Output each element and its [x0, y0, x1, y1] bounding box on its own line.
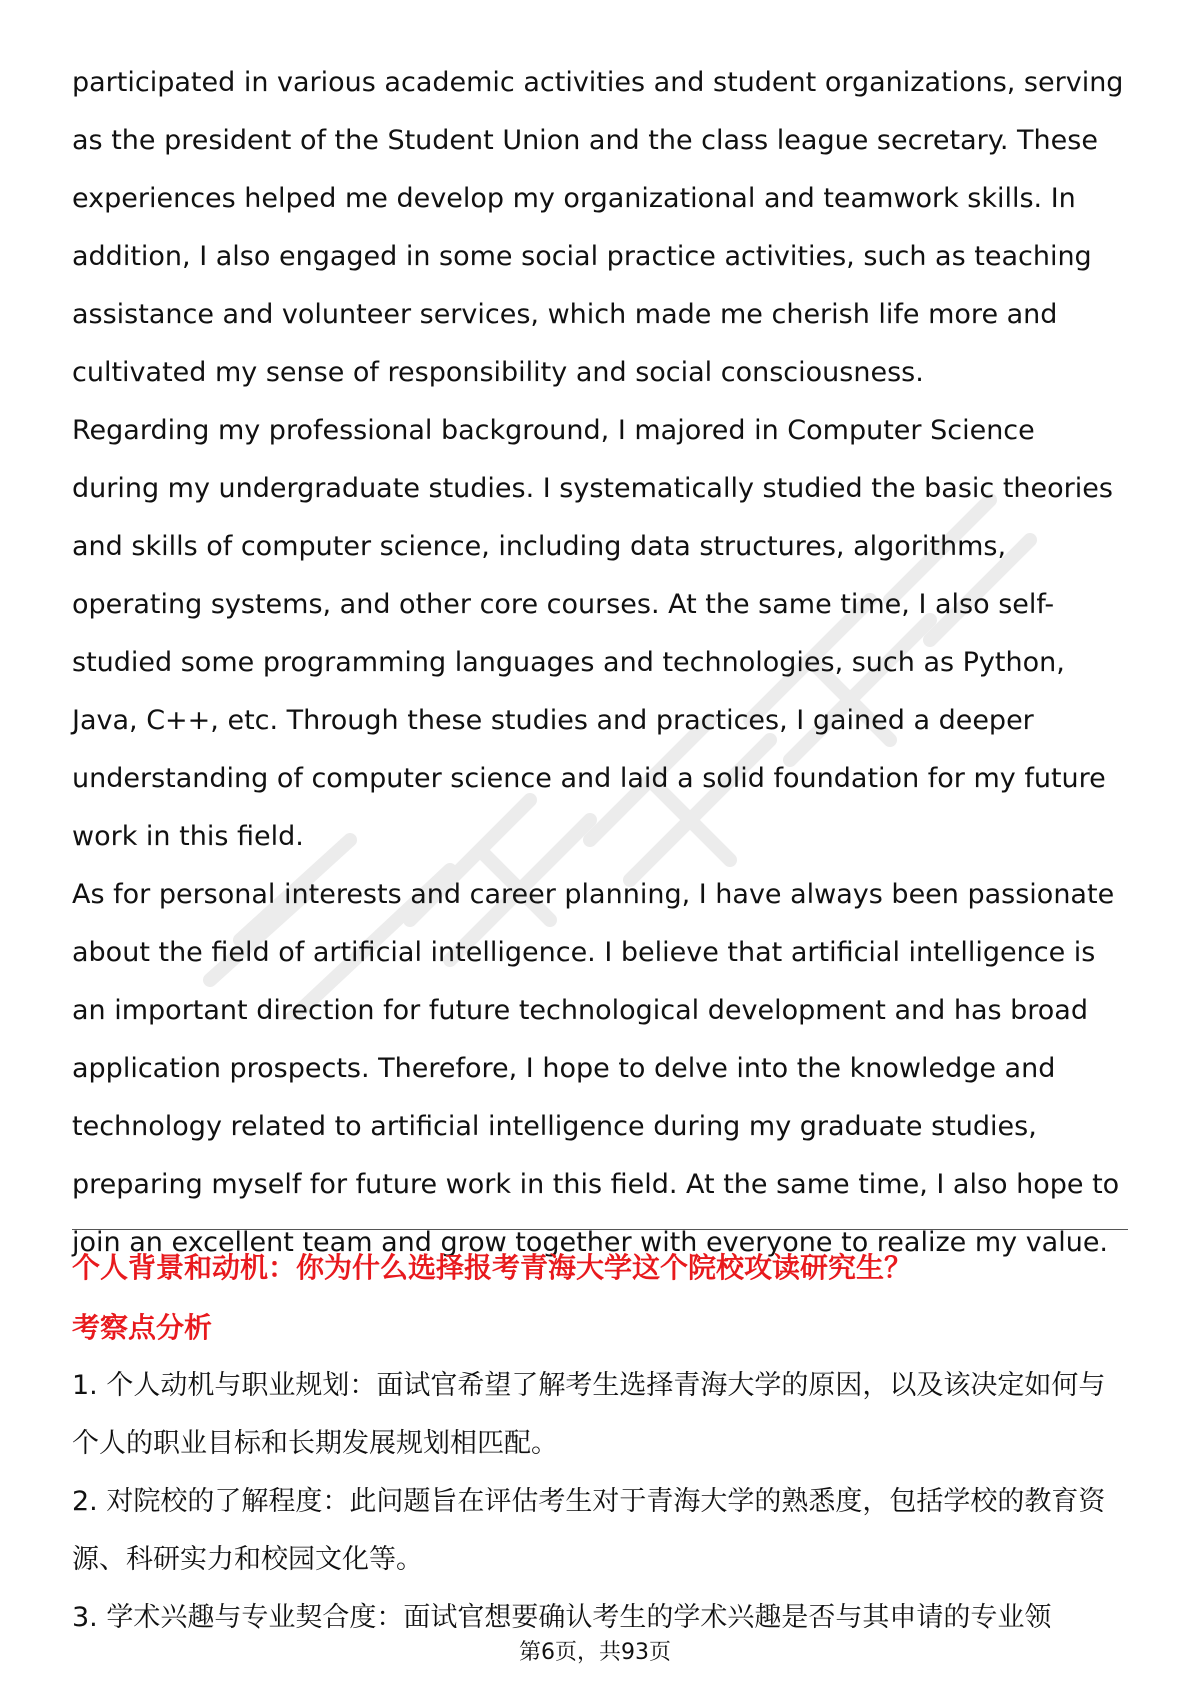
- analysis-list: [72, 1357, 1128, 1647]
- section-divider: [72, 1229, 1128, 1230]
- analysis-item: 2. 对院校的了解程度：此问题旨在评估考生对于青海大学的熟悉度，包括学校的教育资源、科研实力和校园文化等。: [72, 1486, 1106, 1575]
- analysis-item: 1. 个人动机与职业规划：面试官希望了解考生选择青海大学的原因，以及该决定如何与个人的职业目标和长期发展规划相匹配。: [72, 1370, 1106, 1459]
- paragraph-career-planning: As for personal interests and career planning, I have always been passionate about the field of artificial intelligence. I believe that artificial intelligence is an important direction for future technological development and has broad application prospects. Therefore, I hope to delve into the knowledge and technology related to artificial intelligence during my graduate studies, preparing myself for future work in this field. At the same time, I also hope to join an excellent team and grow together with everyone to realize my value.: [72, 879, 1120, 1258]
- page-number-footer: 第6页，共93页: [519, 1640, 671, 1665]
- question-heading: 个人背景和动机：你为什么选择报考青海大学这个院校攻读研究生？: [72, 1251, 913, 1284]
- analysis-item: 3. 学术兴趣与专业契合度：面试官想要确认考生的学术兴趣是否与其申请的专业领: [72, 1602, 1052, 1633]
- body-text: [72, 54, 1128, 1272]
- paragraph-activities: participated in various academic activities and student organizations, serving as the president of the Student Union and the class league secretary. These experiences helped me develop my organizational and teamwork skills. In addition, I also engaged in some social practice activities, such as teaching assistance and volunteer services, which made me cherish life more and cultivated my sense of responsibility and social consciousness.: [72, 67, 1124, 388]
- paragraph-professional-background: Regarding my professional background, I majored in Computer Science during my undergraduate studies. I systematically studied the basic theories and skills of computer science, including data structures, algorithms, operating systems, and other core courses. At the same time, I also self-studied some programming languages and technologies, such as Python, Java, C++, etc. Through these studies and practices, I gained a deeper understanding of computer science and laid a solid foundation for my future work in this field.: [72, 415, 1113, 852]
- analysis-heading: 考察点分析: [72, 1311, 213, 1344]
